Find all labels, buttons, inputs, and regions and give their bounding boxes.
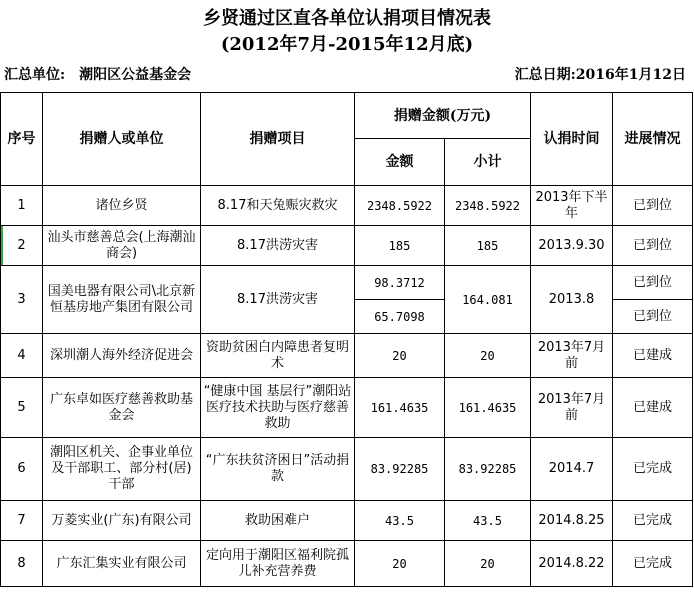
row-time: 2014.8.25 — [531, 501, 613, 541]
row-time: 2014.7 — [531, 438, 613, 501]
header-subtotal: 小计 — [445, 139, 531, 186]
row-time: 2013.9.30 — [531, 226, 613, 266]
row-project: 资助贫困白内障患者复明术 — [201, 334, 355, 378]
header-index: 序号 — [1, 93, 43, 186]
row-amount: 161.4635 — [355, 378, 445, 438]
row-amount: 185 — [355, 226, 445, 266]
row-subtotal: 43.5 — [445, 501, 531, 541]
table-row — [1, 438, 693, 501]
row-subtotal: 83.92285 — [445, 438, 531, 501]
row-time: 2014.8.22 — [531, 541, 613, 587]
row-amount: 2348.5922 — [355, 186, 445, 226]
row-donor: 广东汇集实业有限公司 — [43, 541, 201, 587]
row-donor: 诸位乡贤 — [43, 186, 201, 226]
row-status: 已完成 — [613, 501, 693, 541]
row-subtotal: 185 — [445, 226, 531, 266]
row-amount: 20 — [355, 541, 445, 587]
row-amount: 98.3712 — [355, 266, 445, 300]
row-time: 2013年7月前 — [531, 334, 613, 378]
header-donor: 捐赠人或单位 — [43, 93, 201, 186]
row-time: 2013年7月前 — [531, 378, 613, 438]
summary-date: 汇总日期:2016年1月12日 — [514, 67, 686, 83]
row-index: 8 — [1, 541, 43, 587]
table-row — [1, 334, 693, 378]
row-project: “广东扶贫济困日”活动捐款 — [201, 438, 355, 501]
row-project: 8.17洪涝灾害 — [201, 266, 355, 334]
row-amount: 20 — [355, 334, 445, 378]
row-index: 5 — [1, 378, 43, 438]
row-project: 定向用于潮阳区福利院孤儿补充营养费 — [201, 541, 355, 587]
table-row — [1, 226, 693, 266]
row-amount: 83.92285 — [355, 438, 445, 501]
header-time: 认捐时间 — [531, 93, 613, 186]
table-row — [1, 501, 693, 541]
row-subtotal: 2348.5922 — [445, 186, 531, 226]
row-subtotal: 20 — [445, 334, 531, 378]
row-amount-2: 65.7098 — [355, 300, 445, 334]
row-donor: 万菱实业(广东)有限公司 — [43, 501, 201, 541]
header-row-1 — [1, 93, 693, 139]
row-index: 6 — [1, 438, 43, 501]
header-amount: 金额 — [355, 139, 445, 186]
table-row — [1, 541, 693, 587]
row-status-2: 已到位 — [613, 300, 693, 334]
header-amount-group: 捐赠金额(万元) — [355, 93, 531, 139]
row-donor: 汕头市慈善总会(上海潮汕商会) — [43, 226, 201, 266]
header-project: 捐赠项目 — [201, 93, 355, 186]
row-index: 3 — [1, 266, 43, 334]
row-time: 2013.8 — [531, 266, 613, 334]
row-status: 已完成 — [613, 438, 693, 501]
row-donor: 国美电器有限公司\北京新恒基房地产集团有限公司 — [43, 266, 201, 334]
row-index: 2 — [1, 226, 43, 266]
row-subtotal: 164.081 — [445, 266, 531, 334]
table-row — [1, 186, 693, 226]
table-title: 乡贤通过区直各单位认捐项目情况表 — [203, 8, 491, 29]
row-project: 8.17洪涝灾害 — [201, 226, 355, 266]
row-status: 已建成 — [613, 378, 693, 438]
row-donor: 潮阳区机关、企事业单位及干部职工、部分村(居)干部 — [43, 438, 201, 501]
table-row — [1, 266, 693, 300]
row-project: “健康中国 基层行”潮阳站医疗技术扶助与医疗慈善救助 — [201, 378, 355, 438]
row-donor: 深圳潮人海外经济促进会 — [43, 334, 201, 378]
summary-unit-label: 汇总单位: — [4, 67, 66, 83]
row-subtotal: 20 — [445, 541, 531, 587]
donation-table — [0, 92, 693, 587]
row-project: 救助困难户 — [201, 501, 355, 541]
row-index: 7 — [1, 501, 43, 541]
row-time: 2013年下半年 — [531, 186, 613, 226]
row-status: 已完成 — [613, 541, 693, 587]
summary-unit-value: 潮阳区公益基金会 — [79, 67, 192, 83]
header-status: 进展情况 — [613, 93, 693, 186]
row-status: 已到位 — [613, 226, 693, 266]
summary-unit — [4, 66, 191, 84]
row-status: 已建成 — [613, 334, 693, 378]
table-row — [1, 378, 693, 438]
row-subtotal: 161.4635 — [445, 378, 531, 438]
row-amount: 43.5 — [355, 501, 445, 541]
row-index: 4 — [1, 334, 43, 378]
row-index: 1 — [1, 186, 43, 226]
row-project: 8.17和天兔赈灾救灾 — [201, 186, 355, 226]
table-subtitle: (2012年7月-2015年12月底) — [220, 34, 474, 55]
row-status: 已到位 — [613, 186, 693, 226]
row-donor: 广东卓如医疗慈善救助基金会 — [43, 378, 201, 438]
row-status: 已到位 — [613, 266, 693, 300]
